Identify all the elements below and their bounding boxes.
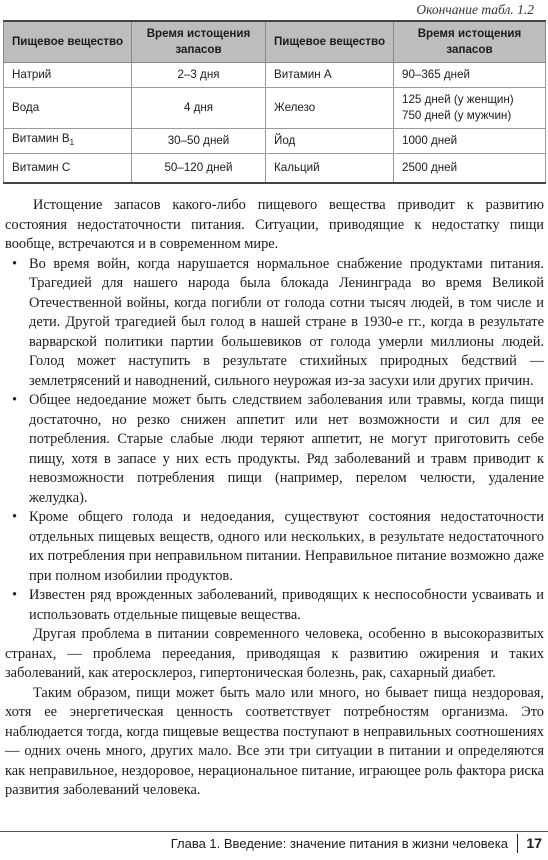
depletion-cell: 4 дня [132,88,266,129]
nutrient-depletion-table [3,20,546,184]
table-row [4,88,546,129]
depletion-cell [394,63,546,88]
nutrient-cell: Натрий [4,63,132,88]
footer-divider [0,831,548,832]
table-header-row [4,21,546,63]
nutrient-cell: Вода [4,88,132,129]
table-row [4,154,546,184]
nutrient-cell [4,129,132,154]
nutrient-cell: Витамин C [4,154,132,184]
nutrient-name: Витамин B [12,132,70,145]
footer-separator [517,834,518,853]
table-caption: Окончание табл. 1.2 [416,2,534,17]
header-nutrient-1: Пищевое вещество [4,21,132,63]
situations-list [5,255,544,626]
depletion-cell: 30–50 дней [132,129,266,154]
nutrient-subscript: 1 [69,138,75,147]
depletion-value-women: 125 дней (у женщин) [402,93,514,106]
nutrient-cell: Витамин А [266,63,394,88]
list-item-text: Во время войн, когда нарушается нормальное снабжение продуктами питания. Трагедией для нашего народа была блокада Ленинграда во время Великой Отечественной войны, когда погибли от голода сотни тысяч людей, в том числе и дети. Другой трагедией был голод в нашей стране в 1930-е гг., когда в результате варварской политики партии большевиков от голода умерли миллионы людей. Голод может наступить в результате стихийных природных бедствий — землетрясений и наводнений, сильного неурожая из-за засухи или других причин. [29,255,544,389]
list-item-text: Кроме общего голода и недоедания, существуют состояния недостаточности отдельных пищевых веществ, одного или нескольких, в результате недостаточного их потребления при неправильном питании. Неправильное питание возможно даже при полном изобилии продуктов. [29,509,544,584]
depletion-cell: 50–120 дней [132,154,266,184]
bullet-mark: • [12,509,18,525]
bullet-mark: • [12,392,18,408]
header-nutrient-2: Пищевое вещество [266,21,394,63]
header-depletion-2: Время истощения запасов [394,21,546,63]
list-item-text: Общее недоедание может быть следствием заболевания или травмы, когда пищи достаточно, но резко снижен аппетит или нет возможности и сил для ее потребления. Старые слабые люди теряют аппетит, не могут приготовить себе пищу, хотя в запасе у них есть продукты. Ряд заболеваний и травм приводит к невозможности потребления пищи (например, перелом челюсти, удаление желудка). [29,392,544,506]
header-depletion-1: Время истощения запасов [132,21,266,63]
depletion-cell [394,129,546,154]
paragraph-overeating: Другая проблема в питании современного человека, особенно в высокоразвитых странах, — проблема переедания, приводящая к развитию ожирения и таких заболеваний, как атеросклероз, гипертоническая болезнь, рак, сахарный диабет. [5,626,544,681]
depletion-value: 90–365 дней [402,68,471,81]
list-item [5,255,544,392]
depletion-cell [394,88,546,129]
nutrient-cell: Йод [266,129,394,154]
depletion-cell: 2–3 дня [132,63,266,88]
list-item-text: Известен ряд врожденных заболеваний, приводящих к неспособности усваивать и использовать отдельные пищевые вещества. [29,587,544,623]
paragraph-conclusion: Таким образом, пищи может быть мало или много, но бывает пища нездоровая, хотя ее энергетическая ценность соответствует потребностям организма. Это наблюдается тогда, когда пищевые вещества поступают в неправильных соотношениях — одних очень много, других мало. Все эти три ситуации в питании и определяются как неправильное, нездоровое, нерациональное питание, играющее роль фактора риска развития заболеваний человека. [5,684,544,798]
list-item [5,586,544,625]
chapter-title: Глава 1. Введение: значение питания в жизни человека [170,836,508,851]
table-row [4,63,546,88]
depletion-cell [394,154,546,184]
list-item [5,508,544,586]
depletion-value: 2500 дней [402,161,458,174]
depletion-value-men: 750 дней (у мужчин) [402,109,512,122]
page-footer [0,831,548,857]
bullet-mark: • [12,587,18,603]
page-number: 17 [526,835,542,851]
table-row [4,129,546,154]
body-text [5,196,544,801]
bullet-mark: • [12,255,18,272]
list-item [5,391,544,508]
nutrient-cell: Кальций [266,154,394,184]
depletion-value: 1000 дней [402,134,458,147]
nutrient-cell: Железо [266,88,394,129]
paragraph-intro: Истощение запасов какого-либо пищевого вещества приводит к развитию состояния недостаточности питания. Ситуации, приводящие к недостатку пищи вообще, встречаются и в современном мире. [5,197,544,252]
